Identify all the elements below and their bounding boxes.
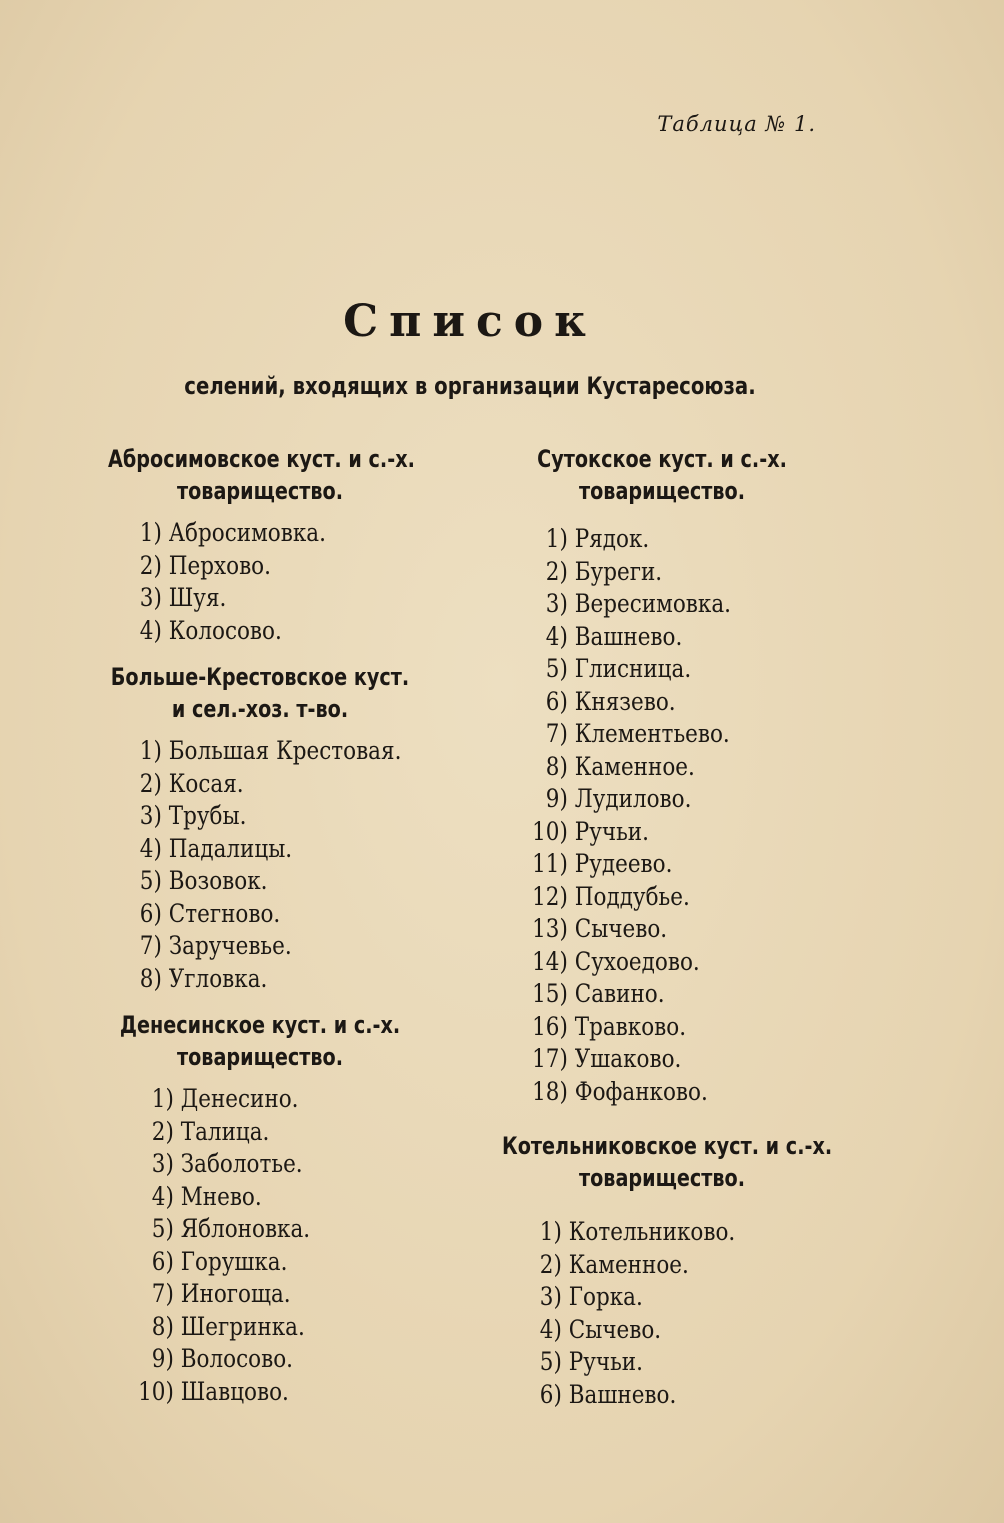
list-item (512, 1314, 813, 1347)
village-name: Горка. (568, 1282, 643, 1311)
village-name: Угловка. (168, 963, 268, 993)
village-name: Абросимовка. (168, 518, 326, 547)
group-denesinskoe (70, 1009, 450, 1408)
village-name: Косая. (168, 768, 244, 798)
list-item (518, 913, 814, 946)
list-item (512, 1281, 813, 1314)
village-list (462, 1216, 862, 1411)
item-number: 6) (545, 686, 568, 716)
group-bolshe-krestovskoe (70, 661, 450, 995)
village-name: Сухоедово. (574, 946, 700, 976)
list-item (512, 1379, 813, 1412)
village-name: Денесино. (180, 1084, 299, 1113)
village-name: Заручевье. (168, 931, 292, 960)
group-title: товарищество. (578, 477, 745, 505)
village-name: Шуя. (168, 583, 227, 612)
village-name: Травково. (574, 1011, 687, 1041)
item-number: 11) (532, 849, 568, 878)
village-name: Иногоща. (180, 1279, 291, 1308)
list-item (112, 865, 403, 898)
list-item (112, 800, 403, 833)
village-name: Колосово. (168, 615, 282, 645)
item-number: 3) (139, 801, 162, 830)
list-item (124, 1376, 404, 1409)
village-name: Фофанково. (574, 1076, 708, 1106)
village-name: Ручьи. (574, 816, 649, 846)
list-item (512, 1346, 813, 1379)
item-number: 2) (539, 1249, 562, 1279)
item-number: 1) (539, 1217, 562, 1246)
item-number: 13) (532, 914, 568, 943)
item-number: 2) (139, 768, 162, 798)
village-name: Поддубье. (574, 881, 690, 911)
item-number: 5) (539, 1347, 562, 1376)
list-item (518, 1011, 814, 1044)
item-number: 8) (139, 963, 162, 993)
left-column (70, 443, 450, 1422)
item-number: 5) (545, 654, 568, 683)
item-number: 5) (151, 1214, 174, 1243)
list-item (512, 1216, 813, 1249)
item-number: 4) (539, 1314, 562, 1344)
list-item (518, 621, 814, 654)
list-item (112, 550, 403, 583)
village-name: Рудеево. (574, 849, 673, 878)
item-number: 3) (545, 589, 568, 618)
list-item (518, 751, 814, 784)
village-name: Князево. (574, 686, 676, 716)
item-number: 7) (545, 719, 568, 748)
list-item (112, 582, 403, 615)
village-list (70, 517, 450, 647)
village-list (70, 1083, 450, 1408)
group-title: товарищество. (176, 477, 343, 505)
list-item (124, 1343, 404, 1376)
item-number: 7) (151, 1279, 174, 1308)
list-item (124, 1181, 404, 1214)
village-name: Мнево. (180, 1181, 262, 1211)
village-name: Шавцово. (180, 1376, 289, 1406)
village-name: Трубы. (168, 801, 247, 830)
village-name: Буреги. (574, 556, 663, 586)
list-item (112, 768, 403, 801)
list-item (112, 963, 403, 996)
village-name: Сычево. (574, 914, 668, 943)
village-name: Заболотье. (180, 1149, 303, 1178)
village-name: Падалицы. (168, 833, 293, 863)
item-number: 16) (532, 1011, 568, 1041)
item-number: 8) (151, 1311, 174, 1341)
village-name: Возовок. (168, 866, 268, 895)
list-item (512, 1249, 813, 1282)
list-item (112, 735, 403, 768)
right-column (462, 443, 862, 1425)
item-number: 9) (545, 784, 568, 813)
village-name: Котельниково. (568, 1217, 736, 1246)
village-name: Клементьево. (574, 719, 730, 748)
item-number: 8) (545, 751, 568, 781)
village-name: Глисница. (574, 654, 692, 683)
list-item (124, 1278, 404, 1311)
list-item (124, 1246, 404, 1279)
item-number: 6) (151, 1246, 174, 1276)
item-number: 17) (532, 1044, 568, 1073)
village-name: Талица. (180, 1116, 270, 1146)
list-item (112, 930, 403, 963)
list-item (518, 686, 814, 719)
group-title: и сел.-хоз. т-во. (171, 695, 349, 723)
village-list (462, 523, 862, 1108)
village-name: Стегново. (168, 898, 281, 928)
village-name: Сычево. (568, 1314, 662, 1344)
item-number: 1) (139, 518, 162, 547)
item-number: 1) (139, 736, 162, 765)
item-number: 1) (545, 524, 568, 553)
page-title: Список (343, 296, 597, 347)
group-title: Сутокское куст. и с.-х. (537, 445, 787, 473)
group-title: Абросимовское куст. и с.-х. (108, 445, 415, 473)
village-name: Каменное. (574, 751, 695, 781)
village-name: Лудилово. (574, 784, 692, 813)
village-name: Горушка. (180, 1246, 288, 1276)
group-kotelnikovskoe (462, 1130, 862, 1411)
village-name: Вашнево. (574, 621, 683, 651)
page-subtitle: селений, входящих в организации Кустаресоюза. (184, 372, 756, 400)
list-item (124, 1116, 404, 1149)
item-number: 10) (532, 816, 568, 846)
item-number: 6) (139, 898, 162, 928)
item-number: 9) (151, 1344, 174, 1373)
item-number: 3) (139, 583, 162, 612)
list-item (518, 978, 814, 1011)
list-item (124, 1148, 404, 1181)
item-number: 1) (151, 1084, 174, 1113)
village-name: Каменное. (568, 1249, 689, 1279)
item-number: 4) (139, 615, 162, 645)
group-title: Больше-Крестовское куст. (110, 663, 410, 691)
list-item (112, 833, 403, 866)
item-number: 4) (151, 1181, 174, 1211)
item-number: 2) (151, 1116, 174, 1146)
list-item (518, 653, 814, 686)
village-name: Ручьи. (568, 1347, 643, 1376)
list-item (518, 848, 814, 881)
village-name: Большая Крестовая. (168, 736, 402, 765)
list-item (124, 1213, 404, 1246)
group-title: товарищество. (176, 1043, 343, 1071)
list-item (518, 718, 814, 751)
item-number: 4) (545, 621, 568, 651)
group-sutokskoe (462, 443, 862, 1108)
list-item (124, 1311, 404, 1344)
list-item (518, 783, 814, 816)
village-name: Вересимовка. (574, 589, 732, 618)
list-item (518, 523, 814, 556)
village-name: Шегринка. (180, 1311, 305, 1341)
item-number: 5) (139, 866, 162, 895)
group-abrosimovskoe (70, 443, 450, 647)
village-name: Волосово. (180, 1344, 293, 1373)
list-item (518, 556, 814, 589)
list-item (518, 1043, 814, 1076)
list-item (124, 1083, 404, 1116)
item-number: 18) (532, 1076, 568, 1106)
group-title: товарищество. (578, 1164, 745, 1192)
item-number: 10) (138, 1376, 174, 1406)
list-item (518, 1076, 814, 1109)
item-number: 7) (139, 931, 162, 960)
village-name: Вашнево. (568, 1379, 677, 1409)
list-item (112, 615, 403, 648)
village-name: Ушаково. (574, 1044, 682, 1073)
item-number: 15) (532, 979, 568, 1008)
list-item (518, 816, 814, 849)
group-title: Денесинское куст. и с.-х. (119, 1011, 401, 1039)
item-number: 12) (532, 881, 568, 911)
village-name: Перхово. (168, 550, 271, 580)
village-name: Рядок. (574, 524, 650, 553)
village-name: Яблоновка. (180, 1214, 311, 1243)
village-name: Савино. (574, 979, 665, 1008)
village-list (70, 735, 450, 995)
item-number: 6) (539, 1379, 562, 1409)
table-number-label: Таблица № 1. (657, 112, 816, 136)
item-number: 3) (151, 1149, 174, 1178)
list-item (518, 881, 814, 914)
list-item (112, 898, 403, 931)
item-number: 4) (139, 833, 162, 863)
item-number: 2) (545, 556, 568, 586)
list-item (112, 517, 403, 550)
item-number: 14) (532, 946, 568, 976)
group-title: Котельниковское куст. и с.-х. (502, 1132, 833, 1160)
item-number: 2) (139, 550, 162, 580)
list-item (518, 588, 814, 621)
list-item (518, 946, 814, 979)
item-number: 3) (539, 1282, 562, 1311)
